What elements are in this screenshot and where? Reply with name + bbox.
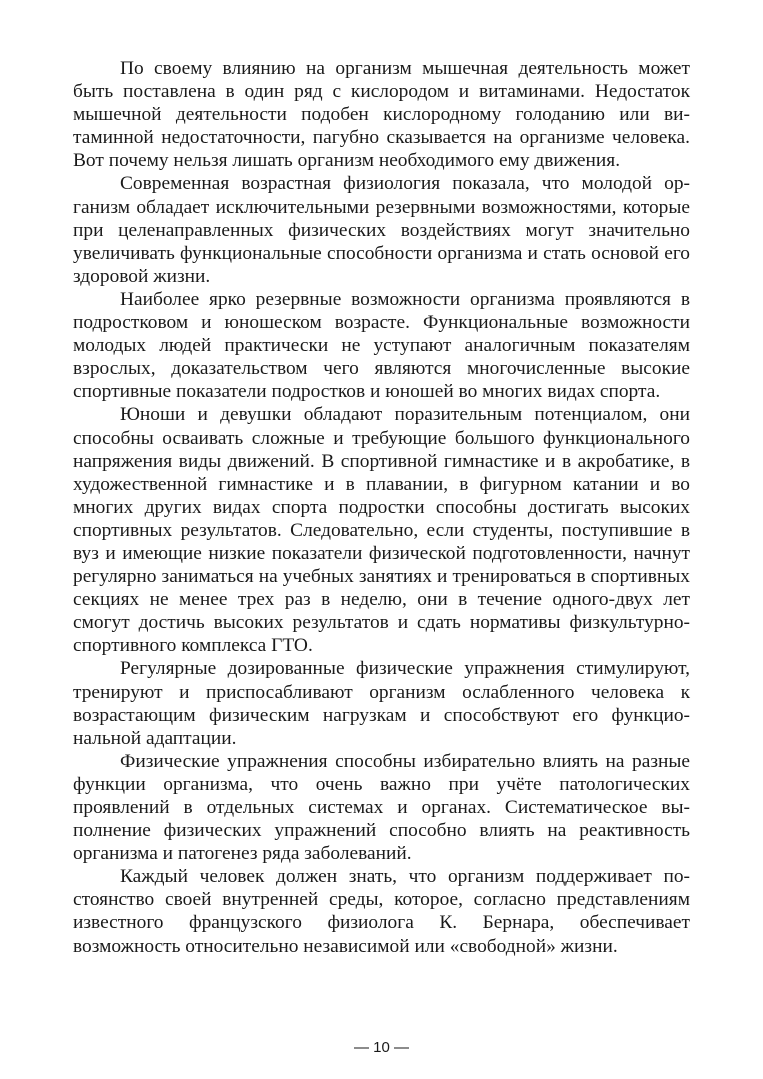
page-body: [73, 57, 690, 958]
paragraph: Юноши и девушки обладают поразительным потенциалом, они способны осваивать сложные и требующие большого функционального напряжения виды движений. В спортивной гимнастике и в акробатике, в художественной гимнастике и в плавании, в фигурном катании и во многих других видах спорта подростки способны достигать высоких спортивных результатов. Следовательно, если студенты, поступившие в вуз и имеющие низкие показатели физической подготовленности, начнут регулярно заниматься на учебных занятиях и тренироваться в спортивных секциях не менее трех раз в неделю, они в течение одного-двух лет смогут достичь высоких результатов и сдать нормативы физкультурно-спортивного комплекса ГТО.: [73, 404, 690, 657]
paragraph: Регулярные дозированные физические упражнения стимулируют, тренируют и приспосабливают организм ослабленного человека к возрастающим физическим нагрузкам и способствуют его функциональной адаптации.: [73, 658, 690, 749]
paragraph: Каждый человек должен знать, что организм поддерживает постоянство своей внутренней среды, которое, согласно представлениям известного французского физиолога К. Бернара, обеспечивает возможность относительно независимой или «свободной» жизни.: [73, 866, 690, 957]
paragraph: По своему влиянию на организм мышечная деятельность может быть поставлена в один ряд с кислородом и витаминами. Недостаток мышечной деятельности подобен кислородному голоданию или витаминной недостаточности, пагубно сказывается на организме человека. Вот почему нельзя лишать организм необходимого ему движения.: [73, 58, 690, 172]
paragraph: Физические упражнения способны избирательно влиять на разные функции организма, что очень важно при учёте патологических проявлений в отдельных системах и органах. Систематическое выполнение физических упражнений способно влиять на реактивность организма и патогенез ряда заболеваний.: [73, 750, 690, 865]
paragraph: Современная возрастная физиология показала, что молодой организм обладает исключительными резервными возможностями, которые при целенаправленных физических воздействиях могут значительно увеличивать функциональные способности организма и стать основой его здоровой жизни.: [73, 173, 690, 287]
page-number: — 10 —: [353, 1039, 410, 1056]
paragraph: Наиболее ярко резервные возможности организма проявляются в подростковом и юношеском возрасте. Функциональные возможности молодых людей практически не уступают аналогичным показателям взрослых, доказательством чего являются многочисленные высокие спортивные показатели подростков и юношей во многих видах спорта.: [73, 288, 690, 403]
